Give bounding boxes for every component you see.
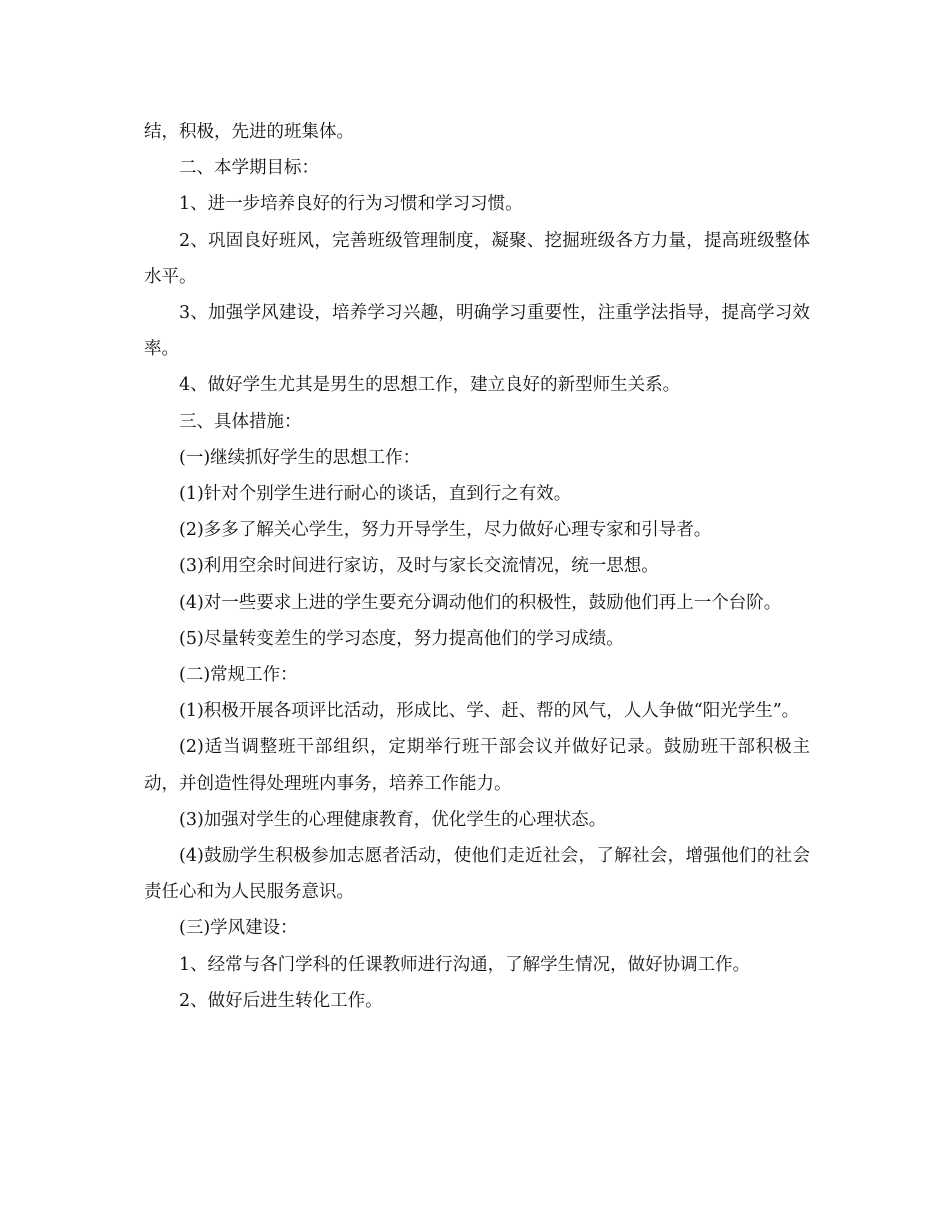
- study-item-2: 2、做好后进生转化工作。: [179, 990, 383, 1011]
- ideological-item-4: (4)对一些要求上进的学生要充分调动他们的积极性，鼓励他们再上一个台阶。: [179, 592, 782, 613]
- ideological-item-5: (5)尽量转变差生的学习态度，努力提高他们的学习成绩。: [179, 628, 624, 649]
- goal-item-2: 2、巩固良好班风，完善班级管理制度，凝聚、挖掘班级各方力量，提高班级整体水平。: [144, 230, 810, 287]
- heading-measures: 三、具体措施：: [179, 411, 302, 432]
- subheading-ideological-work: (一)继续抓好学生的思想工作：: [179, 447, 421, 468]
- heading-semester-goals: 二、本学期目标：: [179, 158, 319, 179]
- goal-item-3: 3、加强学风建设，培养学习兴趣，明确学习重要性，注重学法指导，提高学习效率。: [144, 303, 810, 360]
- document-body: [144, 114, 810, 1019]
- routine-item-2: (2)适当调整班干部组织，定期举行班干部会议并做好记录。鼓励班干部积极主动，并创造性得处理班内事务，培养工作能力。: [144, 737, 810, 794]
- subheading-routine-work: (二)常规工作：: [179, 665, 298, 686]
- goal-item-4: 4、做好学生尤其是男生的思想工作，建立良好的新型师生关系。: [179, 375, 681, 396]
- goal-item-1: 1、进一步培养良好的行为习惯和学习习惯。: [179, 194, 523, 215]
- study-item-1: 1、经常与各门学科的任课教师进行沟通，了解学生情况，做好协调工作。: [179, 954, 751, 975]
- routine-item-3: (3)加强对学生的心理健康教育，优化学生的心理状态。: [179, 809, 607, 830]
- ideological-item-2: (2)多多了解关心学生，努力开导学生，尽力做好心理专家和引导者。: [179, 520, 712, 541]
- ideological-item-3: (3)利用空余时间进行家访，及时与家长交流情况，统一思想。: [179, 556, 659, 577]
- ideological-item-1: (1)针对个别学生进行耐心的谈话，直到行之有效。: [179, 484, 572, 505]
- routine-item-4: (4)鼓励学生积极参加志愿者活动，使他们走近社会，了解社会，增强他们的社会责任心和为人民服务意识。: [144, 846, 810, 903]
- subheading-study-style: (三)学风建设：: [179, 918, 298, 939]
- routine-item-1: (1)积极开展各项评比活动，形成比、学、赶、帮的风气，人人争做“阳光学生”。: [179, 701, 800, 722]
- paragraph-continuation: 结，积极，先进的班集体。: [144, 122, 354, 142]
